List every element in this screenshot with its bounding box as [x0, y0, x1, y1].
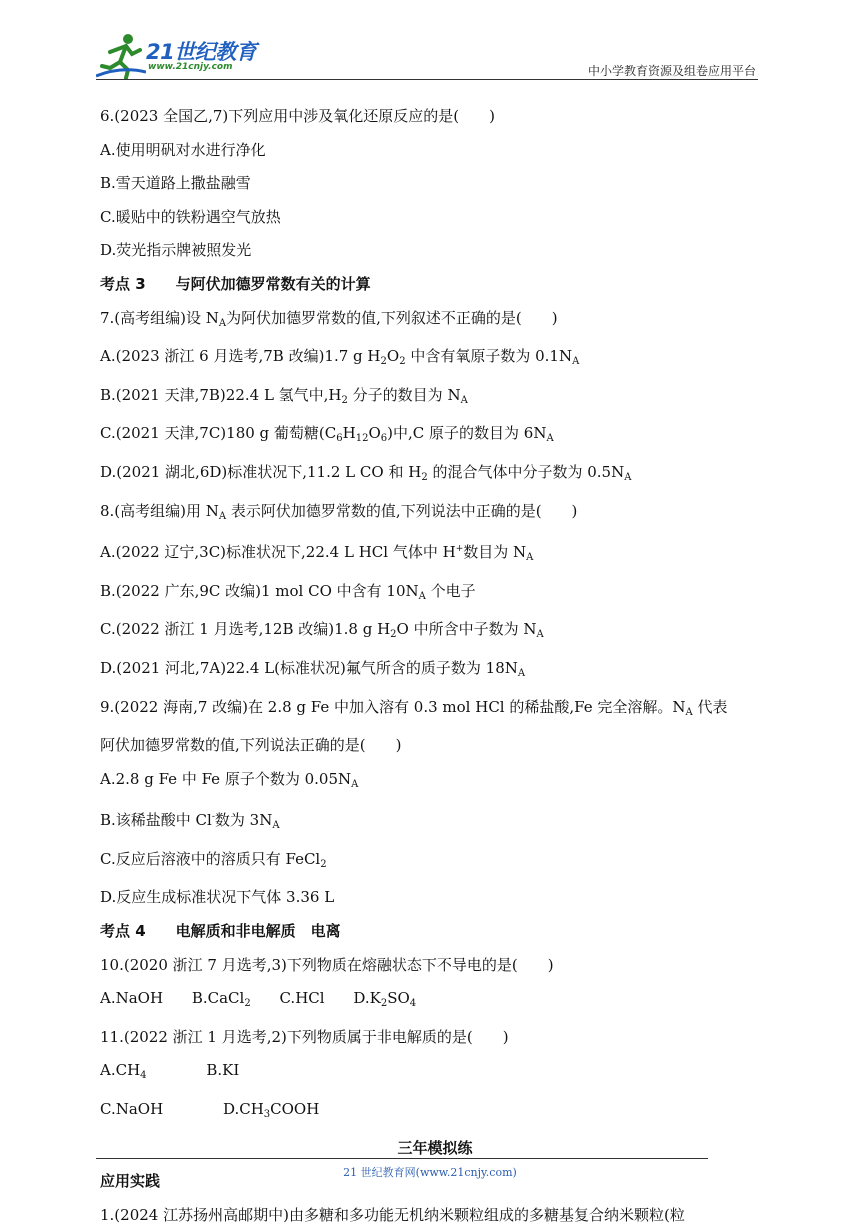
question-10-option-d: $D.K_2SO_4$	[353, 989, 417, 1010]
question-6-option-c: C.暖贴中的铁粉遇空气放热	[100, 207, 281, 226]
site-logo	[96, 32, 266, 80]
question-11-option-d: $D.CH_3COOH$	[222, 1100, 320, 1121]
question-8-option-c: C.(2022 浙江 1 月选考,12B 改编)1.8 g $H_2O$ 中所含中子数为 $N_A$	[100, 620, 544, 641]
page-footer: 21 世纪教育网(www.21cnjy.com)	[343, 1166, 517, 1179]
question-7-option-d: D.(2021 湖北,6D)标准状况下,11.2 L CO 和 $H_2$ 的混合气体中分子数为 $0.5N_A$	[100, 462, 632, 483]
question-10-option-b: B.CaCl$_2$	[191, 989, 251, 1010]
question-10-stem: 10.(2020 浙江 7 月选考,3)下列物质在熔融状态下不导电的是( )	[100, 955, 554, 974]
question-7-option-b: B.(2021 天津,7B)22.4 L 氢气中$,H_2$ 分子的数目为 $N_A$	[100, 385, 468, 406]
question-6-stem: 6.(2023 全国乙,7)下列应用中涉及氧化还原反应的是( )	[100, 107, 495, 125]
question-10-options	[100, 982, 770, 1021]
question-6-option-a: A.使用明矾对水进行净化	[100, 140, 266, 159]
question-9-stem-line-1: 9.(2022 海南,7 改编)在 2.8 g Fe 中加入溶有 0.3 mol HCl 的稀盐酸,Fe 完全溶解。$N_A$ 代表	[100, 697, 728, 718]
question-8-option-d: D.(2021 河北,7A)22.4 L(标准状况)氟气所含的质子数为 $18N_A$	[100, 658, 526, 679]
question-11-options-row-1	[100, 1054, 770, 1093]
question-9-option-d: D.反应生成标准状况下气体 3.36 L	[100, 888, 335, 907]
question-6-option-d: D.荧光指示牌被照发光	[100, 241, 252, 260]
question-7-option-c: C.(2021 天津,7C)180 g 葡萄糖$(C_6H_{12}O_6)$中,C 原子的数目为 $6N_A$	[100, 424, 554, 445]
question-8-option-b: B.(2022 广东,9C 改编)1 mol CO 中含有 $10N_A$ 个电子	[100, 581, 476, 602]
part-title: 三年模拟练	[397, 1138, 473, 1157]
section-3-heading	[100, 268, 770, 302]
question-11-option-c: C.NaOH	[100, 1100, 164, 1119]
document-body	[100, 100, 770, 1232]
question-10-option-a: A.NaOH	[100, 989, 164, 1008]
question-11-option-a: $A.CH_4$	[100, 1061, 147, 1082]
question-7-stem: 7.(高考组编)设 $N_A$为阿伏加德罗常数的值,下列叙述不正确的是( )	[100, 308, 558, 329]
question-8-option-a: A.(2022 辽宁,3C)标准状况下,22.4 L HCl 气体中 H+数目为 $N_A$	[100, 543, 534, 564]
question-9-option-c: C.反应后溶液中的溶质只有 FeCl$_2$	[100, 849, 327, 870]
header-divider	[96, 79, 758, 80]
question-11-option-b: B.KI	[206, 1061, 240, 1080]
question-6-option-b: B.雪天道路上撒盐融雪	[100, 174, 251, 193]
page-header	[0, 0, 860, 85]
section-4-title: 电解质和非电解质 电离	[175, 922, 341, 941]
question-9-stem-line-2: 阿伏加德罗常数的值,下列说法正确的是( )	[100, 736, 402, 755]
question-9-option-b: B.该稀盐酸中 Cl-数为 $3N_A$	[100, 811, 280, 832]
question-9-option-a: A.2.8 g Fe 中 Fe 原子个数为 $0.05N_A$	[100, 769, 359, 790]
question-8-stem: 8.(高考组编)用 $N_A$ 表示阿伏加德罗常数的值,下列说法中正确的是( )	[100, 501, 578, 522]
subsection-title: 应用实践	[100, 1172, 161, 1191]
question-10-option-c: C.HCl	[279, 989, 325, 1008]
footer-divider	[96, 1158, 708, 1159]
section-4-heading	[100, 915, 770, 949]
section-3-title: 与阿伏加德罗常数有关的计算	[175, 274, 371, 293]
logo-url: www.21cnjy.com	[148, 62, 233, 72]
mock-question-1-stem: 1.(2024 江苏扬州高邮期中)由多糖和多功能无机纳米颗粒组成的多糖基复合纳米颗粒(粒	[100, 1205, 685, 1224]
logo-title: 21世纪教育	[146, 40, 257, 64]
section-3-label: 考点 3	[100, 274, 146, 293]
question-7-option-a: A.(2023 浙江 6 月选考,7B 改编)1.7 g $H_2O_2$ 中含有氧原子数为 $0.1N_A$	[100, 347, 580, 368]
platform-name: 中小学教育资源及组卷应用平台	[587, 64, 756, 78]
section-4-label: 考点 4	[100, 922, 146, 941]
question-11-options-row-2	[100, 1093, 770, 1132]
runner-logo-icon	[96, 32, 146, 80]
question-11-stem: 11.(2022 浙江 1 月选考,2)下列物质属于非电解质的是( )	[100, 1027, 509, 1046]
